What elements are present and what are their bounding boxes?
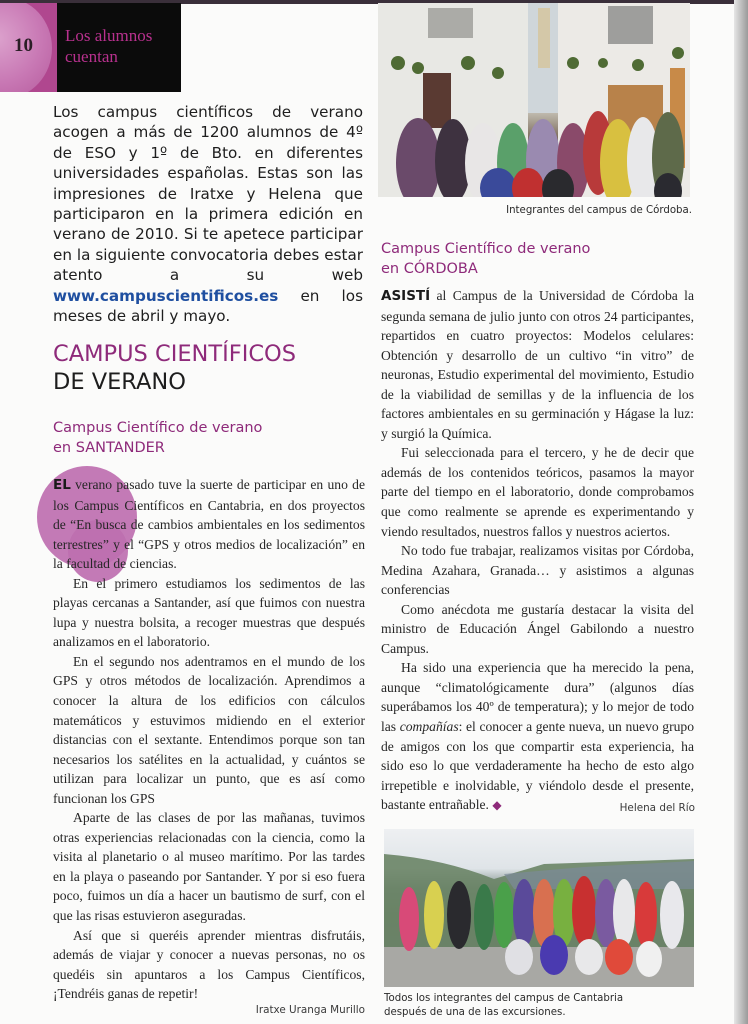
santander-paragraph: Aparte de las clases de por las mañanas, tuvimos otras experiencias relacionadas con la ciencia, como la visita al planetario o al museo marítimo. Por las tardes en la playa o paseando por Santander. Y por si eso fuera poco, fuimos un día a hacer un bautismo de surf, con el que las risas estuvieron aseguradas.: [53, 810, 365, 924]
campus-website-link[interactable]: www.campuscientificos.es: [53, 286, 279, 305]
santander-paragraph: En el primero estudiamos los sedimentos de las playas cercanas a Santander, así que fuimos con nuestra lupa y nuestra bolsita, a recoger muestras que después analizamos en el laboratorio.: [53, 575, 365, 650]
cantabria-group-photo: [384, 829, 694, 987]
cordoba-paragraph: Como anécdota me gustaría destacar la visita del ministro de Educación Ángel Gabilondo a nuestro Campus.: [381, 601, 694, 656]
page-number-block: [0, 3, 57, 92]
santander-article-body: [53, 475, 365, 1004]
section-title: Los alumnos cuentan: [65, 26, 153, 66]
santander-paragraph: En el segundo nos adentramos en el mundo de los GPS y otros métodos de localización. Aprendimos a conocer la altura de los edificios con cálculos matemáticos y estuvimos midiendo en el exterior distancias con el sextante. Entendimos porque son tan necesarios los satélites en la actualidad, y cuántos se utilizan para localizar un punto, que es así como funcionan los GPS: [53, 653, 365, 806]
cordoba-paragraph: No todo fue trabajar, realizamos visitas por Córdoba, Medina Azahara, Granada… y asistimos a algunas conferencias: [381, 543, 694, 598]
lead-word: EL: [53, 477, 71, 493]
page-edge-shadow: [734, 0, 748, 1024]
cordoba-paragraph: Fui seleccionada para el tercero, y he de decir que además de los contenidos teóricos, pasamos la mayor parte del tiempo en el laboratorio, donde comprobamos que como realmente se aprende es experimentando y viendo resultados, nuestros fallos y nuestros aciertos.: [381, 445, 694, 539]
article-title-line1: CAMPUS CIENTÍFICOS: [53, 341, 297, 367]
photo-illustration: [384, 829, 694, 987]
santander-heading: [53, 418, 262, 458]
cordoba-photo-caption: Integrantes del campus de Córdoba.: [506, 205, 692, 216]
cordoba-article-body: [381, 286, 694, 816]
intro-text-end: en los meses de abril y mayo.: [53, 286, 363, 326]
cordoba-author: Helena del Río: [619, 802, 695, 814]
cordoba-paragraph: Ha sido una experiencia que ha merecido la pena, aunque “climatológicamente dura” (algunos días superábamos los 40º de temperatura); y lo mejor de todo las compañías: el conocer a gente nueva, un nuevo grupo de amigos con los que compartir esta experiencia, ha sido eso lo que verdaderamente ha hecho de esto algo irrepetible e inolvidable, y viéndolo desde el presente, bastante entrañable. ◆: [381, 660, 694, 813]
intro-paragraph: [53, 102, 363, 326]
santander-heading-line1: Campus Científico de verano: [53, 420, 263, 436]
page-number: 10: [14, 35, 33, 56]
cordoba-heading: [381, 239, 590, 279]
caption-line1: Todos los integrantes del campus de Cantabria: [384, 993, 624, 1004]
section-label-block: [57, 3, 181, 92]
lead-word: ASISTÍ: [381, 288, 431, 304]
santander-paragraph: Así que si queréis aprender mientras disfrutáis, además de viajar y conocer a nuevas personas, no os quedéis sin apuntaros a los Campus Científicos, ¡Tendréis ganas de repetir!: [53, 927, 365, 1002]
santander-author: Iratxe Uranga Murillo: [255, 1004, 365, 1016]
cantabria-photo-caption: [384, 992, 694, 1019]
caption-line2: después de una de las excursiones.: [384, 1006, 566, 1018]
santander-heading-line2: en SANTANDER: [53, 440, 165, 456]
article-title: [53, 340, 373, 396]
end-of-article-diamond-icon: ◆: [492, 798, 502, 813]
santander-paragraph: EL verano pasado tuve la suerte de participar en uno de los Campus Científicos en Cantabria, en dos proyectos de “En busca de cambios ambientales en los sedimentos terrestres” y el “GPS y otros medios de localización” en la facultad de ciencias.: [53, 477, 365, 572]
cordoba-heading-line1: Campus Científico de verano: [381, 241, 591, 257]
intro-text: Los campus científicos de verano acogen a más de 1200 alumnos de 4º de ESO y 1º de Bto. en diferentes universidades españolas. Estas son las impresiones de Iratxe y Helena que participaron en la primera edición en verano de 2010. Si te apetece participar en la siguiente convocatoria debes estar atento a su web: [53, 103, 363, 285]
photo-illustration: [378, 3, 690, 197]
cordoba-heading-line2: en CÓRDOBA: [381, 261, 478, 277]
cordoba-group-photo: [378, 3, 690, 197]
article-title-line2: DE VERANO: [53, 369, 186, 395]
cordoba-paragraph: ASISTÍ al Campus de la Universidad de Córdoba la segunda semana de julio junto con otros 24 participantes, repartidos en cuatro proyectos: Modelos celulares: Obtención y desarrollo de un cultivo “in vitro” de neuronas, Estudio experimental del movimiento, Estudio de la viabilidad de semillas y de la influencia de los factores ambientales en su germinación y Hágase la luz: y surgió la Química.: [381, 288, 694, 441]
